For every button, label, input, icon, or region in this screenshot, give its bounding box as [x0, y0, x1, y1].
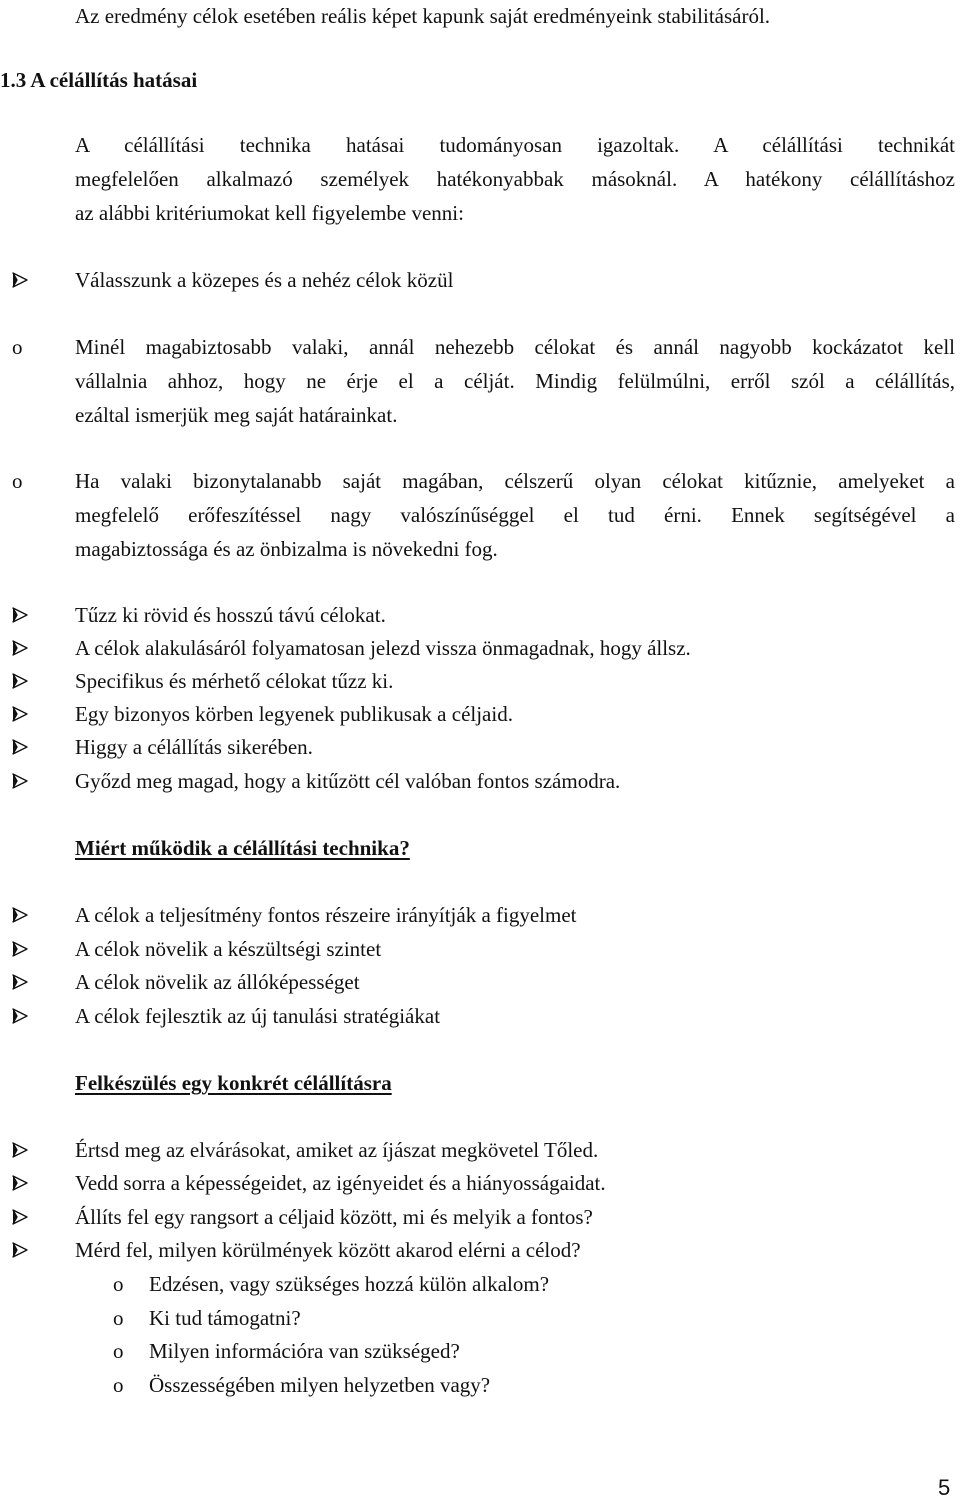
arrow-bullet-icon: [11, 1241, 29, 1259]
list-item: Válasszunk a közepes és a nehéz célok közül: [75, 268, 454, 292]
why-item: A célok a teljesítmény fontos részeire irányítják a figyelmet: [75, 903, 577, 927]
prep-item: Állíts fel egy rangsort a céljaid között, mi és melyik a fontos?: [75, 1205, 593, 1229]
sub2-line-2: megfelelő erőfeszítéssel nagy valószínűséggel el tud érni. Ennek segítségével a: [75, 503, 955, 527]
circle-bullet-icon: o: [113, 1373, 124, 1397]
circle-bullet-icon: o: [113, 1272, 124, 1296]
sub2-line-1: Ha valaki bizonytalanabb saját magában, célszerű olyan célokat kitűznie, amelyeket a: [75, 469, 955, 493]
arrow-bullet-icon: [11, 606, 29, 624]
arrow-bullet-icon: [11, 639, 29, 657]
why-item: A célok fejlesztik az új tanulási stratégiákat: [75, 1004, 441, 1028]
sub1-line-3: ezáltal ismerjük meg saját határainkat.: [75, 403, 398, 427]
arrow-bullet-icon: [11, 1141, 29, 1159]
tip-item: A célok alakulásáról folyamatosan jelezd vissza önmagadnak, hogy állsz.: [75, 636, 691, 660]
page-number: 5: [938, 1475, 951, 1500]
arrow-bullet-icon: [11, 672, 29, 690]
tip-item: Győzd meg magad, hogy a kitűzött cél valóban fontos számodra.: [75, 769, 621, 793]
arrow-bullet-icon: [11, 906, 29, 924]
prep-item: Értsd meg az elvárásokat, amiket az íjászat megkövetel Tőled.: [75, 1138, 599, 1162]
circle-bullet-icon: o: [113, 1306, 124, 1330]
sub1-line-2: vállalnia ahhoz, hogy ne érje el a célját. Mindig felülmúlni, erről szól a célállítás,: [75, 369, 955, 393]
tip-item: Tűzz ki rövid és hosszú távú célokat.: [75, 603, 386, 627]
why-item: A célok növelik a készültségi szintet: [75, 937, 382, 961]
arrow-bullet-icon: [11, 705, 29, 723]
why-heading: Miért működik a célállítási technika?: [75, 836, 410, 860]
prep-sub-item: Összességében milyen helyzetben vagy?: [149, 1373, 491, 1397]
arrow-bullet-icon: [11, 940, 29, 958]
arrow-bullet-icon: [11, 1007, 29, 1025]
intro-line-3: az alábbi kritériumokat kell figyelembe venni:: [75, 201, 464, 225]
prep-sub-item: Milyen információra van szükséged?: [149, 1339, 460, 1363]
sub1-line-1: Minél magabiztosabb valaki, annál nehezebb célokat és annál nagyobb kockázatot kell: [75, 335, 955, 359]
circle-bullet-icon: o: [12, 335, 23, 359]
circle-bullet-icon: o: [12, 469, 23, 493]
prep-item: Vedd sorra a képességeidet, az igényeidet és a hiányosságaidat.: [75, 1171, 606, 1195]
arrow-bullet-icon: [11, 271, 29, 289]
circle-bullet-icon: o: [113, 1339, 124, 1363]
prep-sub-item: Ki tud támogatni?: [149, 1306, 301, 1330]
tip-item: Specifikus és mérhető célokat tűzz ki.: [75, 669, 394, 693]
intro-line-1: A célállítási technika hatásai tudományosan igazoltak. A célállítási technikát: [75, 133, 955, 157]
sub2-line-3: magabiztossága és az önbizalma is növekedni fog.: [75, 537, 498, 561]
why-item: A célok növelik az állóképességet: [75, 970, 360, 994]
arrow-bullet-icon: [11, 738, 29, 756]
tip-item: Higgy a célállítás sikerében.: [75, 735, 313, 759]
tip-item: Egy bizonyos körben legyenek publikusak a céljaid.: [75, 702, 513, 726]
prep-sub-item: Edzésen, vagy szükséges hozzá külön alkalom?: [149, 1272, 550, 1296]
top-line: Az eredmény célok esetében reális képet kapunk saját eredményeink stabilitásáról.: [75, 4, 771, 28]
prep-item: Mérd fel, milyen körülmények között akarod elérni a célod?: [75, 1238, 581, 1262]
section-heading: 1.3 A célállítás hatásai: [0, 68, 198, 92]
intro-line-2: megfelelően alkalmazó személyek hatékonyabbak másoknál. A hatékony célállításhoz: [75, 167, 955, 191]
arrow-bullet-icon: [11, 973, 29, 991]
arrow-bullet-icon: [11, 772, 29, 790]
arrow-bullet-icon: [11, 1174, 29, 1192]
arrow-bullet-icon: [11, 1208, 29, 1226]
prep-heading: Felkészülés egy konkrét célállításra: [75, 1071, 392, 1095]
